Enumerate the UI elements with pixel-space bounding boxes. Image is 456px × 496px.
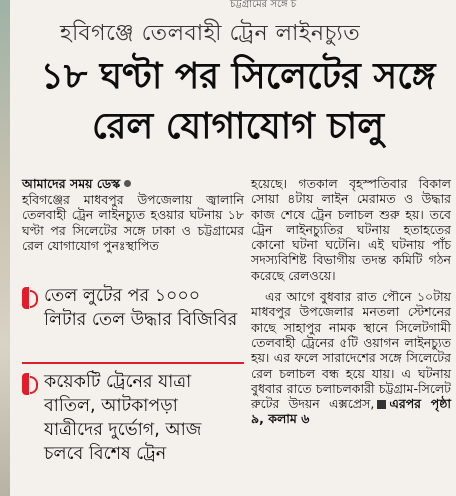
highlight-box-2: [22, 370, 242, 466]
main-headline: [20, 52, 456, 152]
headline-line-1: ১৮ ঘণ্টা পর সিলেটের সঙ্গে: [40, 56, 436, 97]
headline-line-2: রেল যোগাযোগ চালু: [91, 106, 385, 147]
highlight-1-text: তেল লুটের পর ১০০০ লিটার তেল উদ্ধার বিজিবির: [44, 286, 238, 330]
square-icon: [377, 400, 386, 409]
body-column-2: [251, 176, 451, 427]
continuation-note: এরপর পৃষ্ঠা ৯, কলাম ৬: [251, 396, 451, 427]
body-paragraph-2: [251, 289, 451, 427]
byline-text: আমাদের সময় ডেস্ক: [22, 176, 121, 191]
body-paragraph-2-text: এর আগে বুধবার রাত পৌনে ১০টায় মাধবপুর উপজেলার মনতলা স্টেশনের কাছে সাহাপুর নামক স্থানে সিলেটগামী তেলবাহী ট্রেনের ৫টি ওয়াগন লাইনচ্যুত হয়। এর ফলে সারাদেশের সঙ্গে সিলেটের রেল চলাচল বন্ধ হয়ে যায়। এ ঘটনায় বুধবার রাতে চলাচলকারী চট্টগ্রাম-সিলেট রুটের উদয়ন এক্সপ্রেস,: [251, 289, 451, 412]
adjacent-photo-edge: [0, 0, 10, 496]
lead-paragraph: হবিগঞ্জের মাধবপুর উপজেলায় জ্বালানি তেলবাহী ট্রেন লাইনচ্যুত হওয়ার ঘটনায় ১৮ ঘণ্টা পর সিলেটের সঙ্গে ঢাকা ও চট্টগ্রামের রেল যোগাযোগ পুনঃস্থাপিত: [22, 192, 244, 254]
body-paragraph-1: হয়েছে। গতকাল বৃহস্পতিবার বিকাল সোয়া ৪টায় লাইন মেরামত ও উদ্ধার কাজ শেষে ট্রেন চলাচল শুরু হয়। তবে ট্রেন লাইনচ্যুতির ঘটনায় হতাহতের কোনো ঘটনা ঘটেনি। এই ঘটনায় পাঁচ সদস্যবিশিষ্ট বিভাগীয় তদন্ত কমিটি গঠন করেছে রেলওয়ে।: [251, 176, 451, 283]
red-bracket-icon: [22, 287, 34, 309]
bullet-icon: [124, 180, 131, 187]
highlight-2-text: কয়েকটি ট্রেনের যাত্রা বাতিল, আটকাপড়া যাত্রীদের দুর্ভোগ, আজ চলবে বিশেষ ট্রেন: [44, 372, 202, 464]
kicker-headline: হবিগঞ্জে তেলবাহী ট্রেন লাইনচ্যুত: [60, 21, 361, 46]
red-divider: [22, 362, 244, 364]
highlight-box-1: [22, 284, 242, 332]
red-bracket-icon: [22, 373, 34, 395]
top-cut-text: চট্টগ্রামের সঙ্গে চ: [230, 0, 297, 10]
byline: [22, 176, 242, 191]
